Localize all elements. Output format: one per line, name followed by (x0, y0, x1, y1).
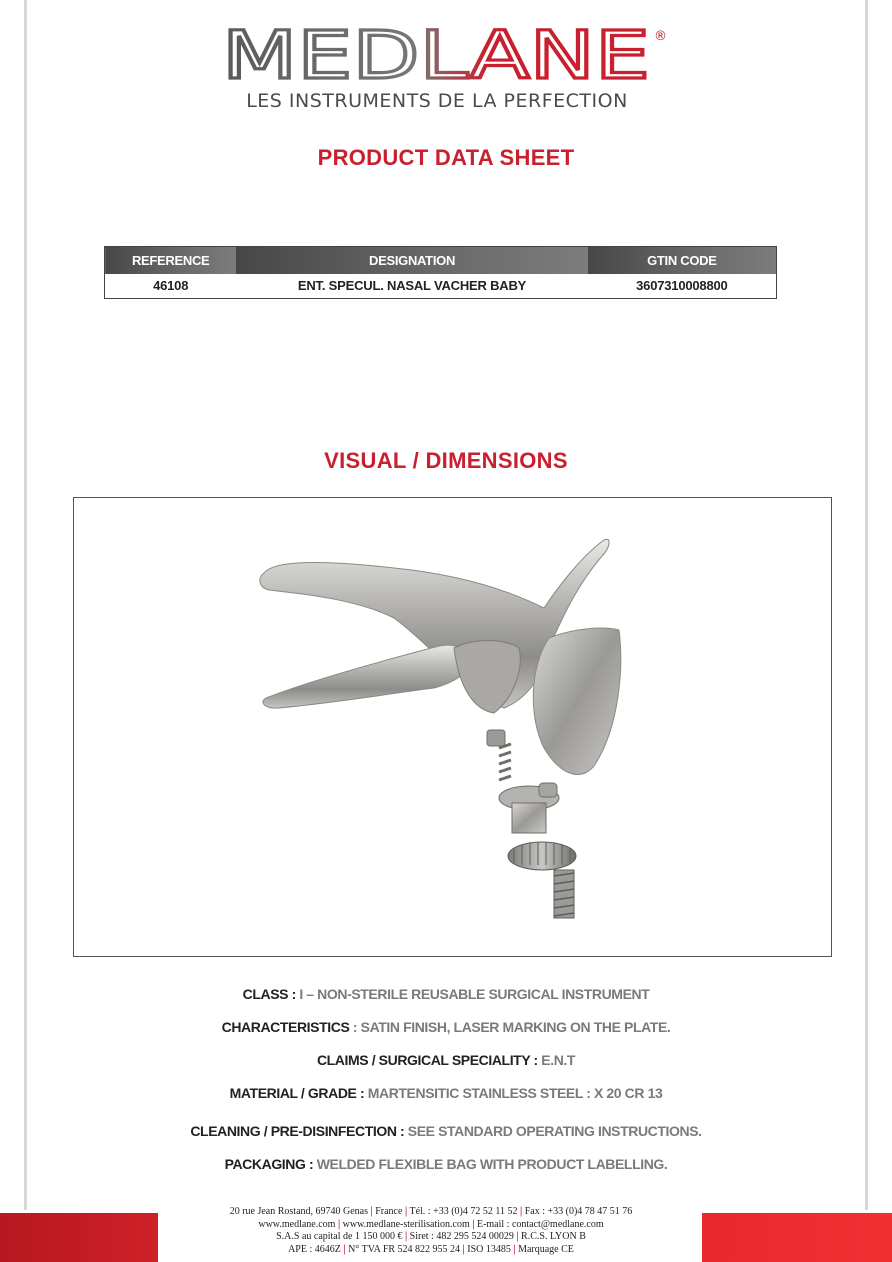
footer-phone: Tél. : +33 (0)4 72 52 11 52 (409, 1206, 518, 1217)
footer-line-certification (160, 1244, 702, 1257)
cell-reference: 46108 (153, 278, 189, 294)
brand-tagline: LES INSTRUMENTS DE LA PERFECTION (246, 90, 628, 112)
speculum-screw (554, 870, 574, 918)
speculum-lower-blade (263, 645, 474, 708)
cell-designation: ENT. SPECUL. NASAL VACHER BABY (297, 278, 527, 294)
spec-packaging-value: WELDED FLEXIBLE BAG WITH PRODUCT LABELLING. (313, 1156, 668, 1172)
footer-iso: ISO 13485 (467, 1243, 511, 1255)
spec-claims-value: E.N.T (537, 1052, 576, 1068)
footer-country: France (375, 1206, 403, 1217)
footer-separator: | (343, 1243, 346, 1255)
speculum-spring (499, 744, 511, 780)
spec-class (0, 986, 892, 1002)
footer-separator: | (370, 1206, 373, 1217)
footer-line-address (160, 1206, 702, 1219)
spec-claims-label: CLAIMS / SURGICAL SPECIALITY : (316, 1052, 538, 1068)
spec-material-label: MATERIAL / GRADE : (229, 1085, 365, 1101)
logo-wordmark: MEDLANE (222, 24, 650, 84)
spec-cleaning-value: SEE STANDARD OPERATING INSTRUCTIONS. (404, 1123, 702, 1139)
spec-claims (0, 1052, 892, 1068)
spec-material-value: MARTENSITIC STAINLESS STEEL : X 20 CR 13 (364, 1085, 663, 1101)
spec-characteristics (0, 1019, 892, 1035)
registered-mark: ® (654, 29, 667, 44)
company-footer (160, 1206, 702, 1256)
speculum-knurled-nut (508, 842, 576, 870)
footer-separator: | (513, 1243, 516, 1255)
footer-capital: S.A.S au capital de 1 150 000 € (276, 1231, 403, 1242)
footer-separator: | (404, 1206, 408, 1217)
header-gtin-code: GTIN CODE (588, 247, 777, 274)
section-title-product-data-sheet: PRODUCT DATA SHEET (317, 145, 575, 170)
footer-fax: Fax : +33 (0)4 78 47 51 76 (524, 1206, 633, 1217)
footer-separator: | (462, 1243, 465, 1255)
footer-separator: | (404, 1231, 408, 1242)
spec-material (0, 1085, 892, 1101)
footer-website-sterilisation: www.medlane-sterilisation.com (342, 1218, 470, 1230)
section-title-visual-dimensions: VISUAL / DIMENSIONS (324, 448, 568, 473)
speculum-side-plate (533, 628, 620, 774)
footer-separator: | (516, 1231, 519, 1242)
footer-line-web (160, 1219, 702, 1232)
footer-rcs: R.C.S. LYON B (521, 1231, 586, 1242)
spec-characteristics-label: CHARACTERISTICS (221, 1019, 350, 1035)
header-reference: REFERENCE (105, 247, 237, 274)
header-designation: DESIGNATION (236, 247, 587, 274)
table-header-row (105, 247, 777, 274)
footer-ape: APE : 4646Z (288, 1243, 341, 1255)
footer-vat: N° TVA FR 524 822 955 24 (348, 1243, 461, 1255)
spec-packaging-label: PACKAGING : (224, 1156, 314, 1172)
footer-ce-marking: Marquage CE (518, 1243, 574, 1255)
footer-address: 20 rue Jean Rostand, 69740 Genas (229, 1206, 369, 1217)
product-visual-frame (73, 497, 832, 957)
footer-website: www.medlane.com (258, 1218, 336, 1230)
footer-bar-left (0, 1213, 158, 1262)
spec-packaging (0, 1156, 892, 1172)
spec-characteristics-value: : SATIN FINISH, LASER MARKING ON THE PLATE. (349, 1019, 671, 1035)
medlane-logo (222, 24, 672, 84)
footer-separator: | (520, 1206, 523, 1217)
footer-line-legal (160, 1231, 702, 1244)
nasal-speculum-photo (74, 498, 831, 956)
spec-cleaning (0, 1123, 892, 1139)
cell-gtin-code: 3607310008800 (636, 278, 728, 294)
footer-separator: | (472, 1218, 475, 1230)
footer-bar-right (702, 1213, 892, 1262)
spec-cleaning-label: CLEANING / PRE-DISINFECTION : (190, 1123, 405, 1139)
table-row (105, 274, 777, 299)
footer-siret: Siret : 482 295 524 00029 (409, 1231, 514, 1242)
footer-email: E-mail : contact@medlane.com (476, 1218, 604, 1230)
spec-class-label: CLASS : (242, 986, 296, 1002)
footer-separator: | (337, 1218, 341, 1230)
spec-class-value: I – NON-STERILE REUSABLE SURGICAL INSTRUMENT (295, 986, 650, 1002)
product-reference-table (104, 246, 777, 299)
